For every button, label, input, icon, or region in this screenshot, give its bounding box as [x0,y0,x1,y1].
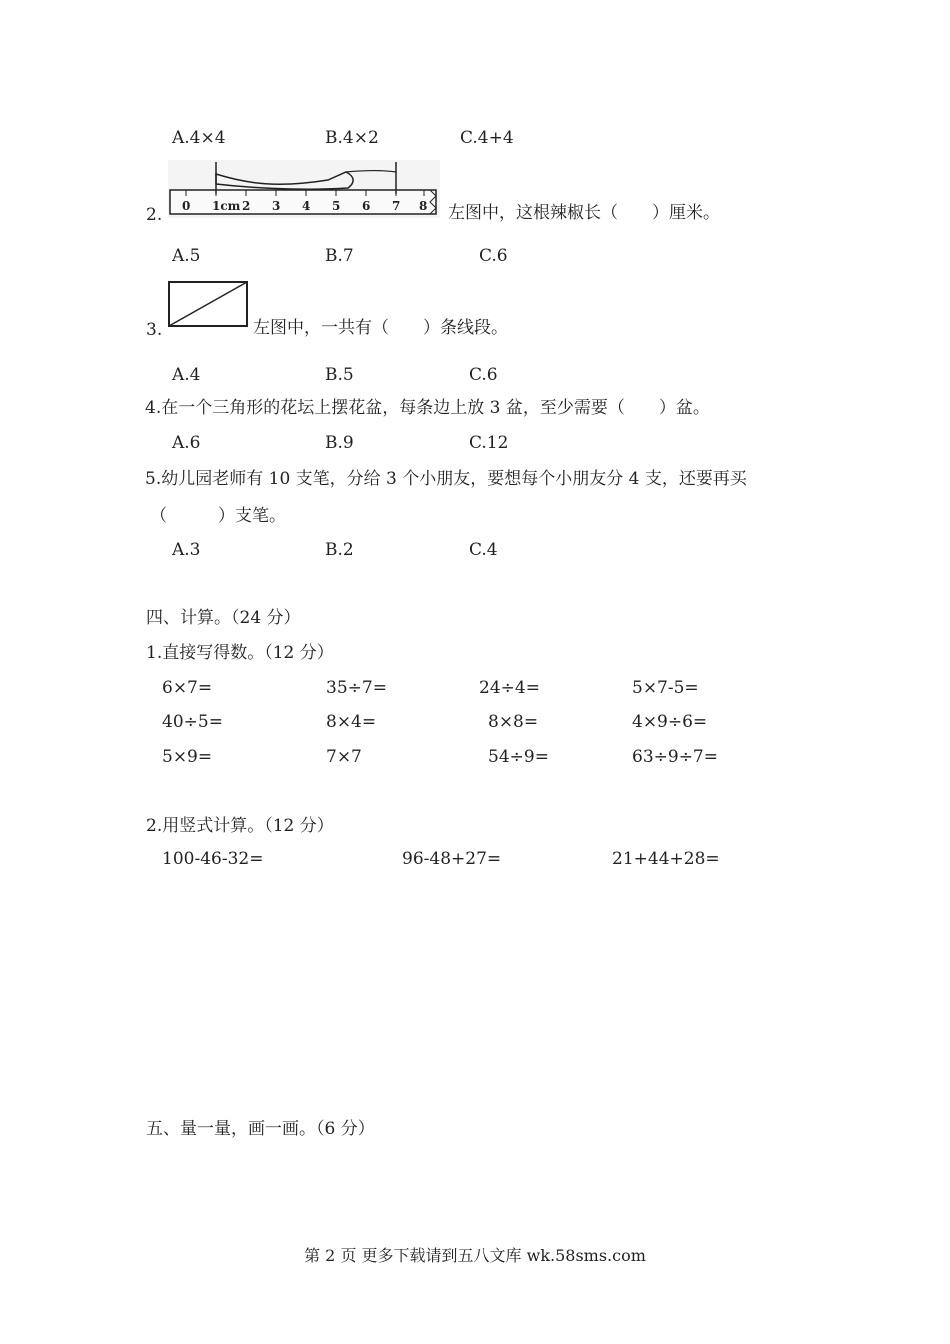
q3-number: 3. [146,320,163,340]
ruler-label: 7 [392,199,401,213]
q5-text-line2: （ ）支笔。 [150,506,286,526]
page-footer: 第 2 页 更多下载请到五八文库 wk.58sms.com [304,1246,646,1265]
q1-option-b: B.4×2 [325,128,379,148]
calc-item: 35÷7= [326,678,387,698]
q1-option-a: A.4×4 [172,128,226,148]
q3-option-c: C.6 [469,365,498,385]
calc-item: 24÷4= [479,678,540,698]
q5-option-b: B.2 [325,540,354,560]
q5-option-a: A.3 [172,540,201,560]
calc-item: 8×4= [326,712,377,732]
section5-title: 五、量一量，画一画。（6 分） [146,1119,375,1139]
section4-part2-title: 2.用竖式计算。（12 分） [146,816,334,836]
ruler-figure [168,160,440,218]
rectangle-diagonal-figure [167,280,249,330]
ruler-label: 1cm [212,199,241,213]
q1-option-c: C.4+4 [460,128,514,148]
ruler-label: 4 [302,199,311,213]
q5-text-line1: 5.幼儿园老师有 10 支笔，分给 3 个小朋友，要想每个小朋友分 4 支，还要再买 [145,469,747,489]
section4-part1-title: 1.直接写得数。（12 分） [146,643,334,663]
vertical-calc-item: 96-48+27= [402,849,502,869]
q3-option-a: A.4 [172,365,201,385]
q2-text: 左图中，这根辣椒长（ ）厘米。 [448,203,720,223]
calc-item: 5×9= [162,747,213,767]
calc-item: 4×9÷6= [632,712,708,732]
ruler-label: 3 [272,199,281,213]
ruler-label: 5 [332,199,341,213]
q2-option-c: C.6 [479,246,508,266]
q3-option-b: B.5 [325,365,354,385]
q2-option-b: B.7 [325,246,354,266]
q2-number: 2. [146,205,163,225]
q4-option-a: A.6 [172,433,201,453]
calc-item: 5×7-5= [632,678,699,698]
calc-item: 8×8= [488,712,539,732]
q4-text: 4.在一个三角形的花坛上摆花盆，每条边上放 3 盆，至少需要（ ）盆。 [145,398,710,418]
q5-option-c: C.4 [469,540,498,560]
ruler-label: 0 [182,199,191,213]
calc-item: 7×7 [326,747,362,767]
ruler-label: 6 [362,199,371,213]
calc-item: 40÷5= [162,712,223,732]
vertical-calc-item: 21+44+28= [612,849,720,869]
q2-option-a: A.5 [172,246,201,266]
ruler-label: 8 [419,199,428,213]
q4-option-b: B.9 [325,433,354,453]
calc-item: 6×7= [162,678,213,698]
section4-title: 四、计算。（24 分） [146,608,301,628]
calc-item: 63÷9÷7= [632,747,718,767]
calc-item: 54÷9= [488,747,549,767]
q3-text: 左图中，一共有（ ）条线段。 [253,318,508,338]
ruler-label: 2 [242,199,251,213]
q4-option-c: C.12 [469,433,509,453]
vertical-calc-item: 100-46-32= [162,849,264,869]
